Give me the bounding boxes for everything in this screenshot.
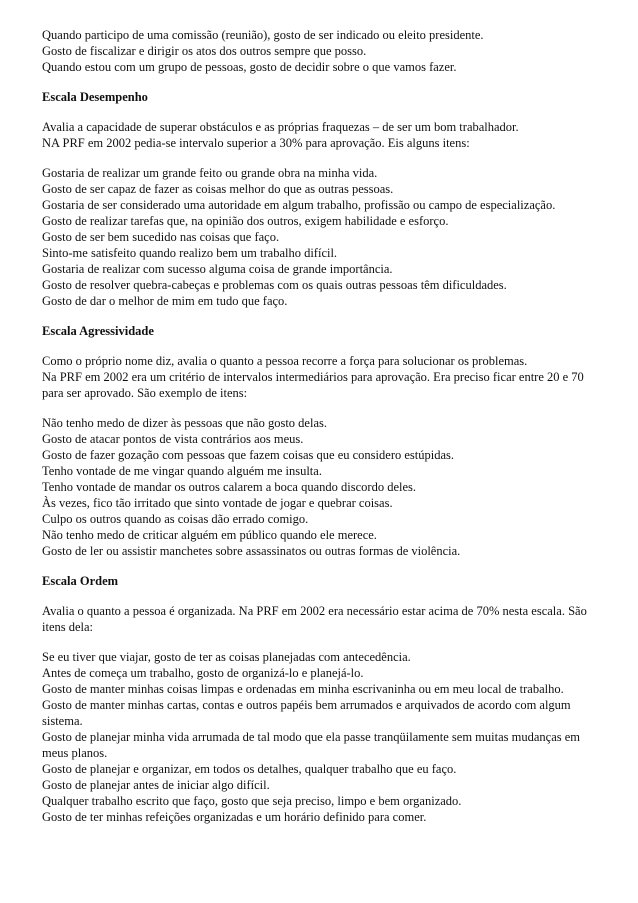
document-page <box>42 27 602 839</box>
section-heading-desempenho: Escala Desempenho <box>42 90 148 104</box>
paragraph-line: Avalia o quanto a pessoa é organizada. Na PRF em 2002 era necessário estar acima de 70% nesta escala. São itens dela: <box>42 604 587 634</box>
list-item: Às vezes, fico tão irritado que sinto vontade de jogar e quebrar coisas. <box>42 496 393 510</box>
list-item: Gostaria de ser considerado uma autoridade em algum trabalho, profissão ou campo de especialização. <box>42 198 556 212</box>
list-item: Gostaria de realizar um grande feito ou grande obra na minha vida. <box>42 166 378 180</box>
list-item: Gosto de resolver quebra-cabeças e problemas com os quais outras pessoas têm dificuldades. <box>42 278 507 292</box>
section-description <box>42 119 602 151</box>
list-item: Gosto de planejar e organizar, em todos os detalhes, qualquer trabalho que eu faço. <box>42 762 457 776</box>
list-item: Gosto de atacar pontos de vista contrários aos meus. <box>42 432 304 446</box>
list-item: Gosto de fiscalizar e dirigir os atos dos outros sempre que posso. <box>42 44 367 58</box>
section-description <box>42 353 602 401</box>
paragraph-line: NA PRF em 2002 pedia-se intervalo superior a 30% para aprovação. Eis alguns itens: <box>42 136 470 150</box>
section-items <box>42 649 602 825</box>
section-heading-ordem: Escala Ordem <box>42 574 119 588</box>
list-item: Sinto-me satisfeito quando realizo bem um trabalho difícil. <box>42 246 338 260</box>
section-items <box>42 165 602 309</box>
list-item: Gosto de ser capaz de fazer as coisas melhor do que as outras pessoas. <box>42 182 394 196</box>
list-item: Gosto de ser bem sucedido nas coisas que faço. <box>42 230 280 244</box>
paragraph-line: Como o próprio nome diz, avalia o quanto a pessoa recorre a força para solucionar os problemas. <box>42 354 528 368</box>
list-item: Quando participo de uma comissão (reunião), gosto de ser indicado ou eleito presidente. <box>42 28 484 42</box>
list-item: Gosto de realizar tarefas que, na opinião dos outros, exigem habilidade e esforço. <box>42 214 449 228</box>
list-item: Tenho vontade de me vingar quando alguém me insulta. <box>42 464 322 478</box>
paragraph-line: Na PRF em 2002 era um critério de intervalos intermediários para aprovação. Era preciso ficar entre 20 e 70 para ser aprovado. São exemplo de itens: <box>42 370 584 400</box>
list-item: Gostaria de realizar com sucesso alguma coisa de grande importância. <box>42 262 393 276</box>
list-item: Gosto de planejar antes de iniciar algo difícil. <box>42 778 270 792</box>
section-items <box>42 415 602 559</box>
list-item: Gosto de manter minhas cartas, contas e outros papéis bem arrumados e arquivados de acordo com algum sistema. <box>42 698 571 728</box>
list-item: Gosto de ter minhas refeições organizadas e um horário definido para comer. <box>42 810 427 824</box>
list-item: Antes de começa um trabalho, gosto de organizá-lo e planejá-lo. <box>42 666 364 680</box>
section-heading-agressividade: Escala Agressividade <box>42 324 154 338</box>
list-item: Culpo os outros quando as coisas dão errado comigo. <box>42 512 309 526</box>
list-item: Gosto de manter minhas coisas limpas e ordenadas em minha escrivaninha ou em meu local de trabalho. <box>42 682 564 696</box>
list-item: Gosto de ler ou assistir manchetes sobre assassinatos ou outras formas de violência. <box>42 544 461 558</box>
list-item: Tenho vontade de mandar os outros calarem a boca quando discordo deles. <box>42 480 416 494</box>
list-item: Se eu tiver que viajar, gosto de ter as coisas planejadas com antecedência. <box>42 650 411 664</box>
list-item: Gosto de planejar minha vida arrumada de tal modo que ela passe tranqüilamente sem muitas mudanças em meus planos. <box>42 730 581 760</box>
list-item: Não tenho medo de dizer às pessoas que não gosto delas. <box>42 416 327 430</box>
list-item: Qualquer trabalho escrito que faço, gosto que seja preciso, limpo e bem organizado. <box>42 794 462 808</box>
list-item: Gosto de dar o melhor de mim em tudo que faço. <box>42 294 288 308</box>
intro-items <box>42 27 602 75</box>
list-item: Gosto de fazer gozação com pessoas que fazem coisas que eu considero estúpidas. <box>42 448 454 462</box>
section-description <box>42 603 602 635</box>
list-item: Quando estou com um grupo de pessoas, gosto de decidir sobre o que vamos fazer. <box>42 60 457 74</box>
list-item: Não tenho medo de criticar alguém em público quando ele merece. <box>42 528 377 542</box>
paragraph-line: Avalia a capacidade de superar obstáculos e as próprias fraquezas – de ser um bom trabalhador. <box>42 120 519 134</box>
